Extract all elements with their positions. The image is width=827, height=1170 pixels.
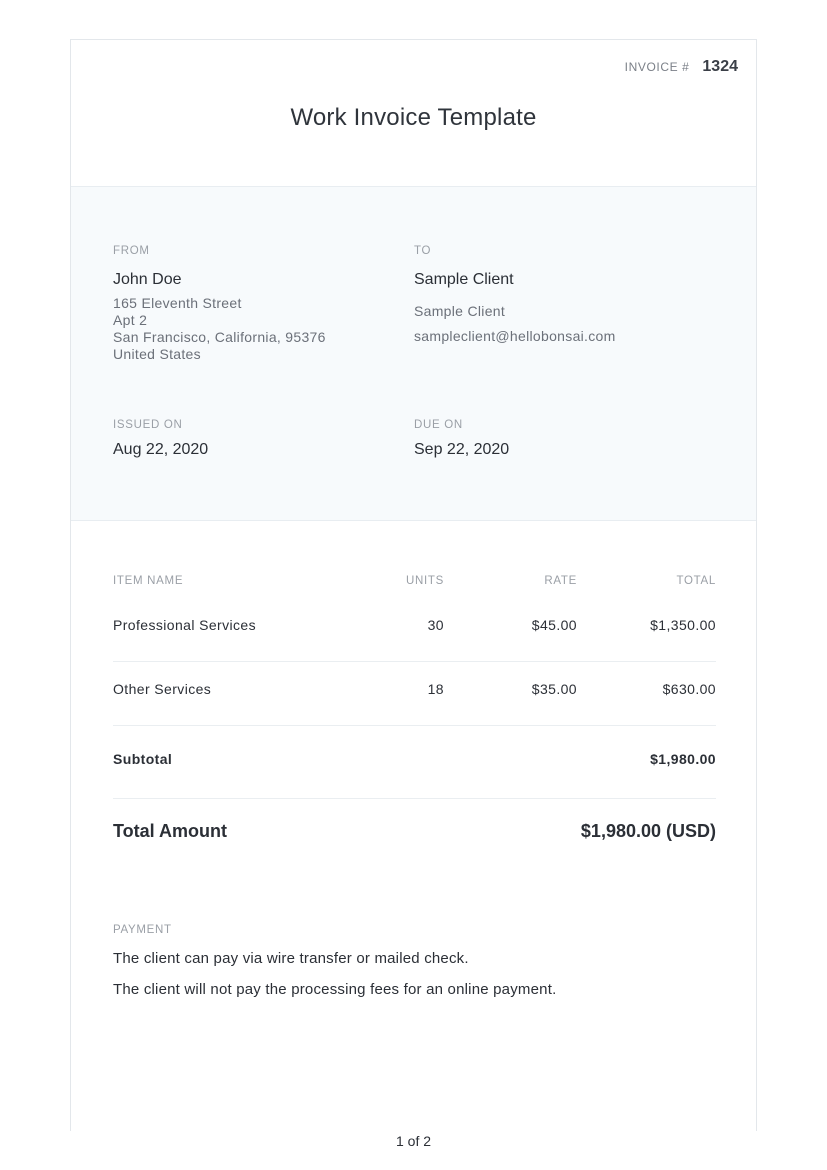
item-total: $630.00 <box>662 681 716 697</box>
payment-caption: PAYMENT <box>113 924 172 936</box>
invoice-page <box>70 39 757 1131</box>
page-number: 1 of 2 <box>395 1133 432 1149</box>
item-rate: $35.00 <box>531 681 577 697</box>
to-block <box>414 245 616 345</box>
invoice-number-label: INVOICE # <box>624 60 690 74</box>
payment-note: The client will not pay the processing fees for an online payment. <box>113 981 557 998</box>
subtotal-label: Subtotal <box>113 751 173 767</box>
payment-note: The client can pay via wire transfer or mailed check. <box>113 950 469 967</box>
from-address-line: San Francisco, California, 95376 <box>113 329 326 345</box>
to-line: Sample Client <box>414 303 506 319</box>
to-caption: TO <box>414 245 432 257</box>
header-total: TOTAL <box>676 575 716 587</box>
item-units: 18 <box>427 681 444 697</box>
total-amount-label: Total Amount <box>113 821 227 841</box>
invoice-title: Work Invoice Template <box>290 104 537 131</box>
from-address-line: 165 Eleventh Street <box>113 295 242 311</box>
to-name: Sample Client <box>414 271 514 288</box>
payment-section <box>113 924 556 998</box>
from-name: John Doe <box>113 271 182 288</box>
due-caption: DUE ON <box>414 419 463 431</box>
from-caption: FROM <box>113 245 150 257</box>
total-amount-row <box>113 799 716 865</box>
item-units: 30 <box>427 617 444 633</box>
to-email: sampleclient@hellobonsai.com <box>414 328 616 344</box>
item-name: Professional Services <box>113 617 257 633</box>
invoice-number: 1324 <box>702 58 738 75</box>
subtotal-row <box>113 726 716 799</box>
table-header <box>113 575 716 598</box>
item-total: $1,350.00 <box>650 617 716 633</box>
due-block <box>414 419 509 459</box>
issued-date: Aug 22, 2020 <box>113 441 209 458</box>
line-items-table <box>113 575 716 865</box>
item-name: Other Services <box>113 681 212 697</box>
total-amount-value: $1,980.00 (USD) <box>580 821 716 841</box>
subtotal-value: $1,980.00 <box>650 751 716 767</box>
invoice-number-block <box>625 58 738 76</box>
issued-block <box>113 419 208 459</box>
from-address-line: United States <box>113 346 201 362</box>
parties-section <box>71 186 756 521</box>
header-item-name: ITEM NAME <box>113 575 184 587</box>
table-row <box>113 598 716 662</box>
from-address-line: Apt 2 <box>113 312 148 328</box>
header-rate: RATE <box>544 575 577 587</box>
item-rate: $45.00 <box>531 617 577 633</box>
issued-caption: ISSUED ON <box>113 419 183 431</box>
due-date: Sep 22, 2020 <box>414 441 510 458</box>
from-block <box>113 245 326 363</box>
table-row <box>113 662 716 726</box>
header-units: UNITS <box>406 575 444 587</box>
